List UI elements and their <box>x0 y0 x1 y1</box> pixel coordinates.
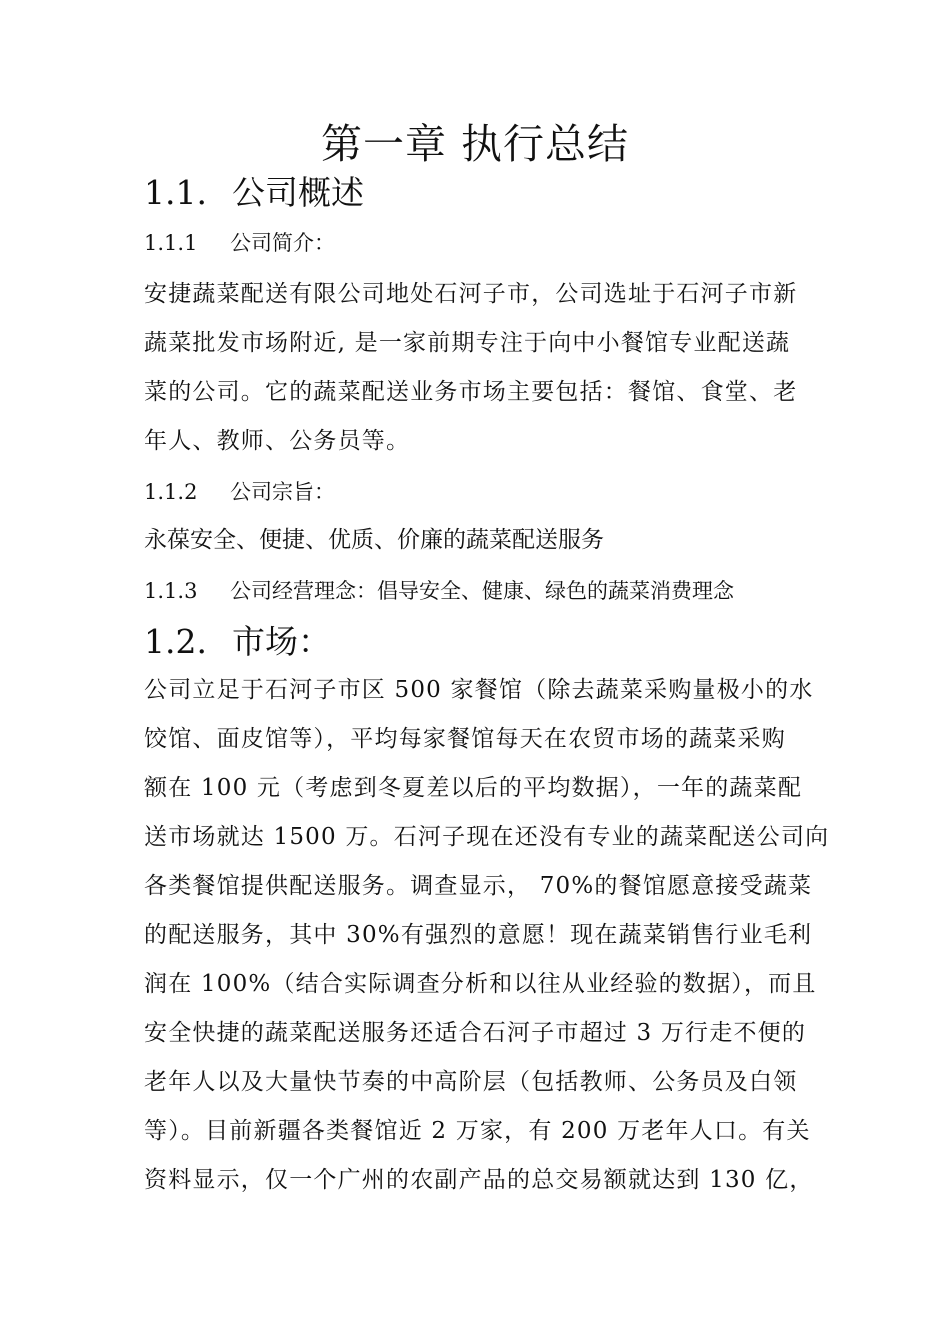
text-line: 老年人以及大量快节奏的中高阶层（包括教师、公务员及白领 <box>144 1069 798 1095</box>
subsection-heading-1-1-3 <box>144 576 734 606</box>
paragraph-company-intro <box>144 270 824 466</box>
text-line: 蔬菜批发市场附近, 是一家前期专注于向中小餐馆专业配送蔬 <box>144 330 791 356</box>
section-title: 公司概述 <box>232 173 364 212</box>
section-number: 1.2. <box>144 622 207 661</box>
text-line: 润在 100%（结合实际调查分析和以往从业经验的数据），而且 <box>144 971 817 997</box>
section-heading-1-1 <box>144 170 364 216</box>
subsection-title: 公司经营理念：倡导安全、健康、绿色的蔬菜消费理念 <box>230 579 734 603</box>
text-line: 永葆安全、便捷、优质、价廉的蔬菜配送服务 <box>144 527 604 553</box>
text-line: 安捷蔬菜配送有限公司地处石河子市，公司选址于石河子市新 <box>144 281 798 307</box>
text-line: 年人、教师、公务员等。 <box>144 428 411 454</box>
paragraph-market <box>144 666 830 1205</box>
text-line: 额在 100 元（考虑到冬夏差以后的平均数据），一年的蔬菜配 <box>144 775 803 801</box>
text-line: 饺馆、面皮馆等），平均每家餐馆每天在农贸市场的蔬菜采购 <box>144 726 786 752</box>
text-line: 安全快捷的蔬菜配送服务还适合石河子市超过 3 万行走不便的 <box>144 1020 807 1046</box>
subsection-number: 1.1.1 <box>144 231 198 255</box>
text-line: 送市场就达 1500 万。石河子现在还没有专业的蔬菜配送公司向 <box>144 824 830 850</box>
text-line: 菜的公司。它的蔬菜配送业务市场主要包括：餐馆、食堂、老 <box>144 379 798 405</box>
section-title: 市场： <box>232 622 331 661</box>
text-line: 等）。目前新疆各类餐馆近 2 万家，有 200 万老年人口。有关 <box>144 1118 811 1144</box>
subsection-heading-1-1-2 <box>144 477 335 507</box>
section-heading-1-2 <box>144 619 331 665</box>
subsection-number: 1.1.2 <box>144 480 198 504</box>
chapter-title: 第一章 执行总结 <box>320 120 630 168</box>
text-line: 的配送服务，其中 30%有强烈的意愿！现在蔬菜销售行业毛利 <box>144 922 813 948</box>
text-line: 公司立足于石河子市区 500 家餐馆（除去蔬菜采购量极小的水 <box>144 677 814 703</box>
subsection-heading-1-1-1 <box>144 228 335 258</box>
section-number: 1.1. <box>144 173 207 212</box>
text-line: 各类餐馆提供配送服务。调查显示， 70%的餐馆愿意接受蔬菜 <box>144 873 813 899</box>
text-line: 资料显示，仅一个广州的农副产品的总交易额就达到 130 亿， <box>144 1167 814 1193</box>
subsection-title: 公司宗旨： <box>230 480 335 504</box>
paragraph-company-purpose <box>144 516 824 565</box>
subsection-title: 公司简介： <box>230 231 335 255</box>
subsection-number: 1.1.3 <box>144 579 198 603</box>
